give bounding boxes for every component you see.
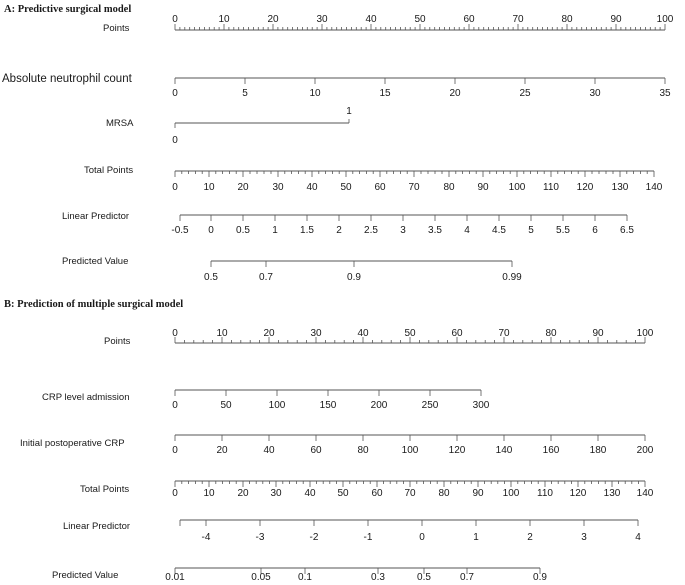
panel-b-row-3-tick-label: 70 <box>404 488 416 499</box>
panel-a-row-4-tick-label: 5 <box>528 225 534 236</box>
panel-b-row-0-tick-label: 60 <box>451 328 463 339</box>
panel-a-row-4-tick-label: 3.5 <box>428 225 442 236</box>
panel-b-row-1-tick-label: 50 <box>220 400 232 411</box>
panel-b-row-2-tick-label: 100 <box>401 445 419 456</box>
panel-a-row-0-tick-label: 20 <box>267 14 279 25</box>
panel-b-row-2-tick-label: 140 <box>495 445 513 456</box>
panel-b-row-4-tick-label: 3 <box>581 532 587 543</box>
panel-b-row-3-tick-label: 100 <box>502 488 520 499</box>
panel-a-row-4-tick-label: 0.5 <box>236 225 250 236</box>
panel-a-row-3-tick-label: 60 <box>374 182 386 193</box>
panel-a-row-4-tick-label: -0.5 <box>171 225 189 236</box>
panel-a-row-3-tick-label: 80 <box>443 182 455 193</box>
panel-b-row-1-tick-label: 100 <box>268 400 286 411</box>
panel-a-row-2-level-label: 1 <box>346 106 352 117</box>
panel-b-row-4-tick-label: -3 <box>255 532 265 543</box>
nomogram-axes <box>165 14 674 583</box>
panel-a-row-4-tick-label: 6.5 <box>620 225 634 236</box>
panel-a-points-label: Points <box>103 23 130 34</box>
panel-b-row-0-tick-label: 90 <box>592 328 604 339</box>
panel-a-row-0-tick-label: 50 <box>414 14 426 25</box>
panel-b-row-2-tick-label: 120 <box>448 445 466 456</box>
panel-a-row-4-tick-label: 1 <box>272 225 278 236</box>
panel-b-row-4-tick-label: 1 <box>473 532 479 543</box>
panel-b-row-3-tick-label: 120 <box>569 488 587 499</box>
panel-b-row-4-tick-label: -4 <box>201 532 211 543</box>
panel-a-row-5-tick-label: 0.5 <box>204 272 218 283</box>
panel-b-row-3-tick-label: 30 <box>270 488 282 499</box>
panel-a-row-3-tick-label: 10 <box>203 182 215 193</box>
panel-b-row-5-tick-label: 0.01 <box>165 572 185 583</box>
panel-b-row-0-tick-label: 30 <box>310 328 322 339</box>
panel-a-row-3-tick-label: 20 <box>237 182 249 193</box>
panel-b-row-0-tick-label: 40 <box>357 328 369 339</box>
panel-b-row-4-tick-label: 2 <box>527 532 533 543</box>
panel-b-total-points-label: Total Points <box>80 484 130 495</box>
panel-b-row-3-tick-label: 140 <box>636 488 654 499</box>
panel-b-row-3-tick-label: 110 <box>537 488 553 499</box>
panel-a-row-3-tick-label: 130 <box>611 182 629 193</box>
panel-a-row-1-tick-label: 35 <box>659 88 671 99</box>
panel-b-row-2-tick-label: 180 <box>589 445 607 456</box>
panel-b-initial-crp-label: Initial postoperative CRP <box>20 438 125 449</box>
panel-b-title: B: Prediction of multiple surgical model <box>4 299 184 310</box>
panel-b-points-label: Points <box>104 336 131 347</box>
panel-b-row-3-tick-label: 130 <box>603 488 621 499</box>
panel-a-row-4-tick-label: 3 <box>400 225 406 236</box>
panel-b-row-3-tick-label: 0 <box>172 488 178 499</box>
panel-b-row-0-tick-label: 20 <box>263 328 275 339</box>
panel-a-linear-predictor-label: Linear Predictor <box>62 211 130 222</box>
panel-b-row-2-tick-label: 20 <box>216 445 228 456</box>
panel-a-row-3-tick-label: 140 <box>645 182 663 193</box>
panel-b-row-3-tick-label: 10 <box>203 488 215 499</box>
panel-b-row-1-tick-label: 0 <box>172 400 178 411</box>
panel-b-row-2-tick-label: 40 <box>263 445 275 456</box>
panel-b-crp-admission-label: CRP level admission <box>42 392 130 403</box>
panel-a-row-2-level-label: 0 <box>172 135 178 146</box>
panel-a-anc-label: Absolute neutrophil count <box>2 73 132 85</box>
panel-a-row-4-tick-label: 5.5 <box>556 225 570 236</box>
panel-b-row-5-tick-label: 0.05 <box>251 572 271 583</box>
panel-a-title: A: Predictive surgical model <box>4 4 132 15</box>
panel-a-row-0-tick-label: 0 <box>172 14 178 25</box>
panel-b-row-2-tick-label: 60 <box>310 445 322 456</box>
panel-b-row-1-tick-label: 300 <box>472 400 490 411</box>
panel-a-row-0-tick-label: 30 <box>316 14 328 25</box>
panel-b-row-2-tick-label: 80 <box>357 445 369 456</box>
panel-a-row-4-tick-label: 2 <box>336 225 342 236</box>
panel-b-row-1-tick-label: 200 <box>370 400 388 411</box>
panel-a-row-1-tick-label: 30 <box>589 88 601 99</box>
panel-a-row-3-tick-label: 100 <box>508 182 526 193</box>
panel-b-row-5-tick-label: 0.7 <box>460 572 474 583</box>
panel-b-row-3-tick-label: 20 <box>237 488 249 499</box>
panel-a-row-1-tick-label: 15 <box>379 88 391 99</box>
panel-b-row-1-tick-label: 150 <box>319 400 337 411</box>
panel-b-row-2-tick-label: 160 <box>542 445 560 456</box>
panel-b-row-3-tick-label: 50 <box>337 488 349 499</box>
panel-b-row-0-tick-label: 70 <box>498 328 510 339</box>
panel-a-row-1-tick-label: 5 <box>242 88 248 99</box>
panel-b-row-4-tick-label: 0 <box>419 532 425 543</box>
panel-a-row-4-tick-label: 1.5 <box>300 225 314 236</box>
panel-b-row-4-tick-label: -1 <box>363 532 373 543</box>
panel-a-row-4-tick-label: 2.5 <box>364 225 378 236</box>
panel-a-row-3-tick-label: 90 <box>477 182 489 193</box>
panel-a-row-4-tick-label: 6 <box>592 225 598 236</box>
panel-a-mrsa-label: MRSA <box>106 118 134 129</box>
panel-a-row-3-tick-label: 0 <box>172 182 178 193</box>
panel-a-row-3-tick-label: 70 <box>408 182 420 193</box>
panel-a-row-1-tick-label: 25 <box>519 88 531 99</box>
panel-b-row-2-tick-label: 0 <box>172 445 178 456</box>
panel-a-row-3-tick-label: 120 <box>576 182 594 193</box>
panel-a-row-1-tick-label: 20 <box>449 88 461 99</box>
panel-a-row-4-tick-label: 4.5 <box>492 225 506 236</box>
panel-a-row-0-tick-label: 40 <box>365 14 377 25</box>
panel-b-row-5-tick-label: 0.3 <box>371 572 385 583</box>
panel-a-predicted-value-label: Predicted Value <box>62 256 129 267</box>
panel-a-row-5-tick-label: 0.9 <box>347 272 361 283</box>
panel-b-row-5-tick-label: 0.9 <box>533 572 547 583</box>
panel-a-total-points-label: Total Points <box>84 165 134 176</box>
panel-b-row-0-tick-label: 80 <box>545 328 557 339</box>
panel-b-row-1-tick-label: 250 <box>421 400 439 411</box>
panel-b-row-0-tick-label: 100 <box>636 328 654 339</box>
panel-b-row-2-tick-label: 200 <box>636 445 654 456</box>
panel-b-row-0-tick-label: 10 <box>216 328 228 339</box>
panel-a-row-5-tick-label: 0.99 <box>502 272 522 283</box>
panel-b-row-3-tick-label: 80 <box>438 488 450 499</box>
panel-b-row-4-tick-label: -2 <box>309 532 319 543</box>
panel-b-row-3-tick-label: 40 <box>304 488 316 499</box>
panel-a-row-3-tick-label: 30 <box>272 182 284 193</box>
panel-b-row-0-tick-label: 50 <box>404 328 416 339</box>
panel-a-row-0-tick-label: 10 <box>218 14 230 25</box>
panel-a-row-3-tick-label: 40 <box>306 182 318 193</box>
panel-b-row-4-tick-label: 4 <box>635 532 641 543</box>
panel-b-row-5-tick-label: 0.5 <box>417 572 431 583</box>
panel-a-row-0-tick-label: 80 <box>561 14 573 25</box>
panel-a-row-1-tick-label: 0 <box>172 88 178 99</box>
panel-a-row-0-tick-label: 100 <box>656 14 674 25</box>
panel-a-row-4-tick-label: 0 <box>208 225 214 236</box>
panel-b-linear-predictor-label: Linear Predictor <box>63 521 131 532</box>
panel-a-row-0-tick-label: 90 <box>610 14 622 25</box>
panel-b-row-0-tick-label: 0 <box>172 328 178 339</box>
panel-b-predicted-value-label: Predicted Value <box>52 570 119 581</box>
panel-a-row-1-tick-label: 10 <box>309 88 321 99</box>
panel-a-row-3-tick-label: 50 <box>340 182 352 193</box>
panel-b-row-5-tick-label: 0.1 <box>298 572 312 583</box>
panel-a-row-5-tick-label: 0.7 <box>259 272 273 283</box>
panel-a-row-0-tick-label: 60 <box>463 14 475 25</box>
panel-a-row-0-tick-label: 70 <box>512 14 524 25</box>
panel-a-row-3-tick-label: 110 <box>543 182 559 193</box>
panel-b-row-3-tick-label: 90 <box>472 488 484 499</box>
panel-a-row-4-tick-label: 4 <box>464 225 470 236</box>
panel-b-row-3-tick-label: 60 <box>371 488 383 499</box>
